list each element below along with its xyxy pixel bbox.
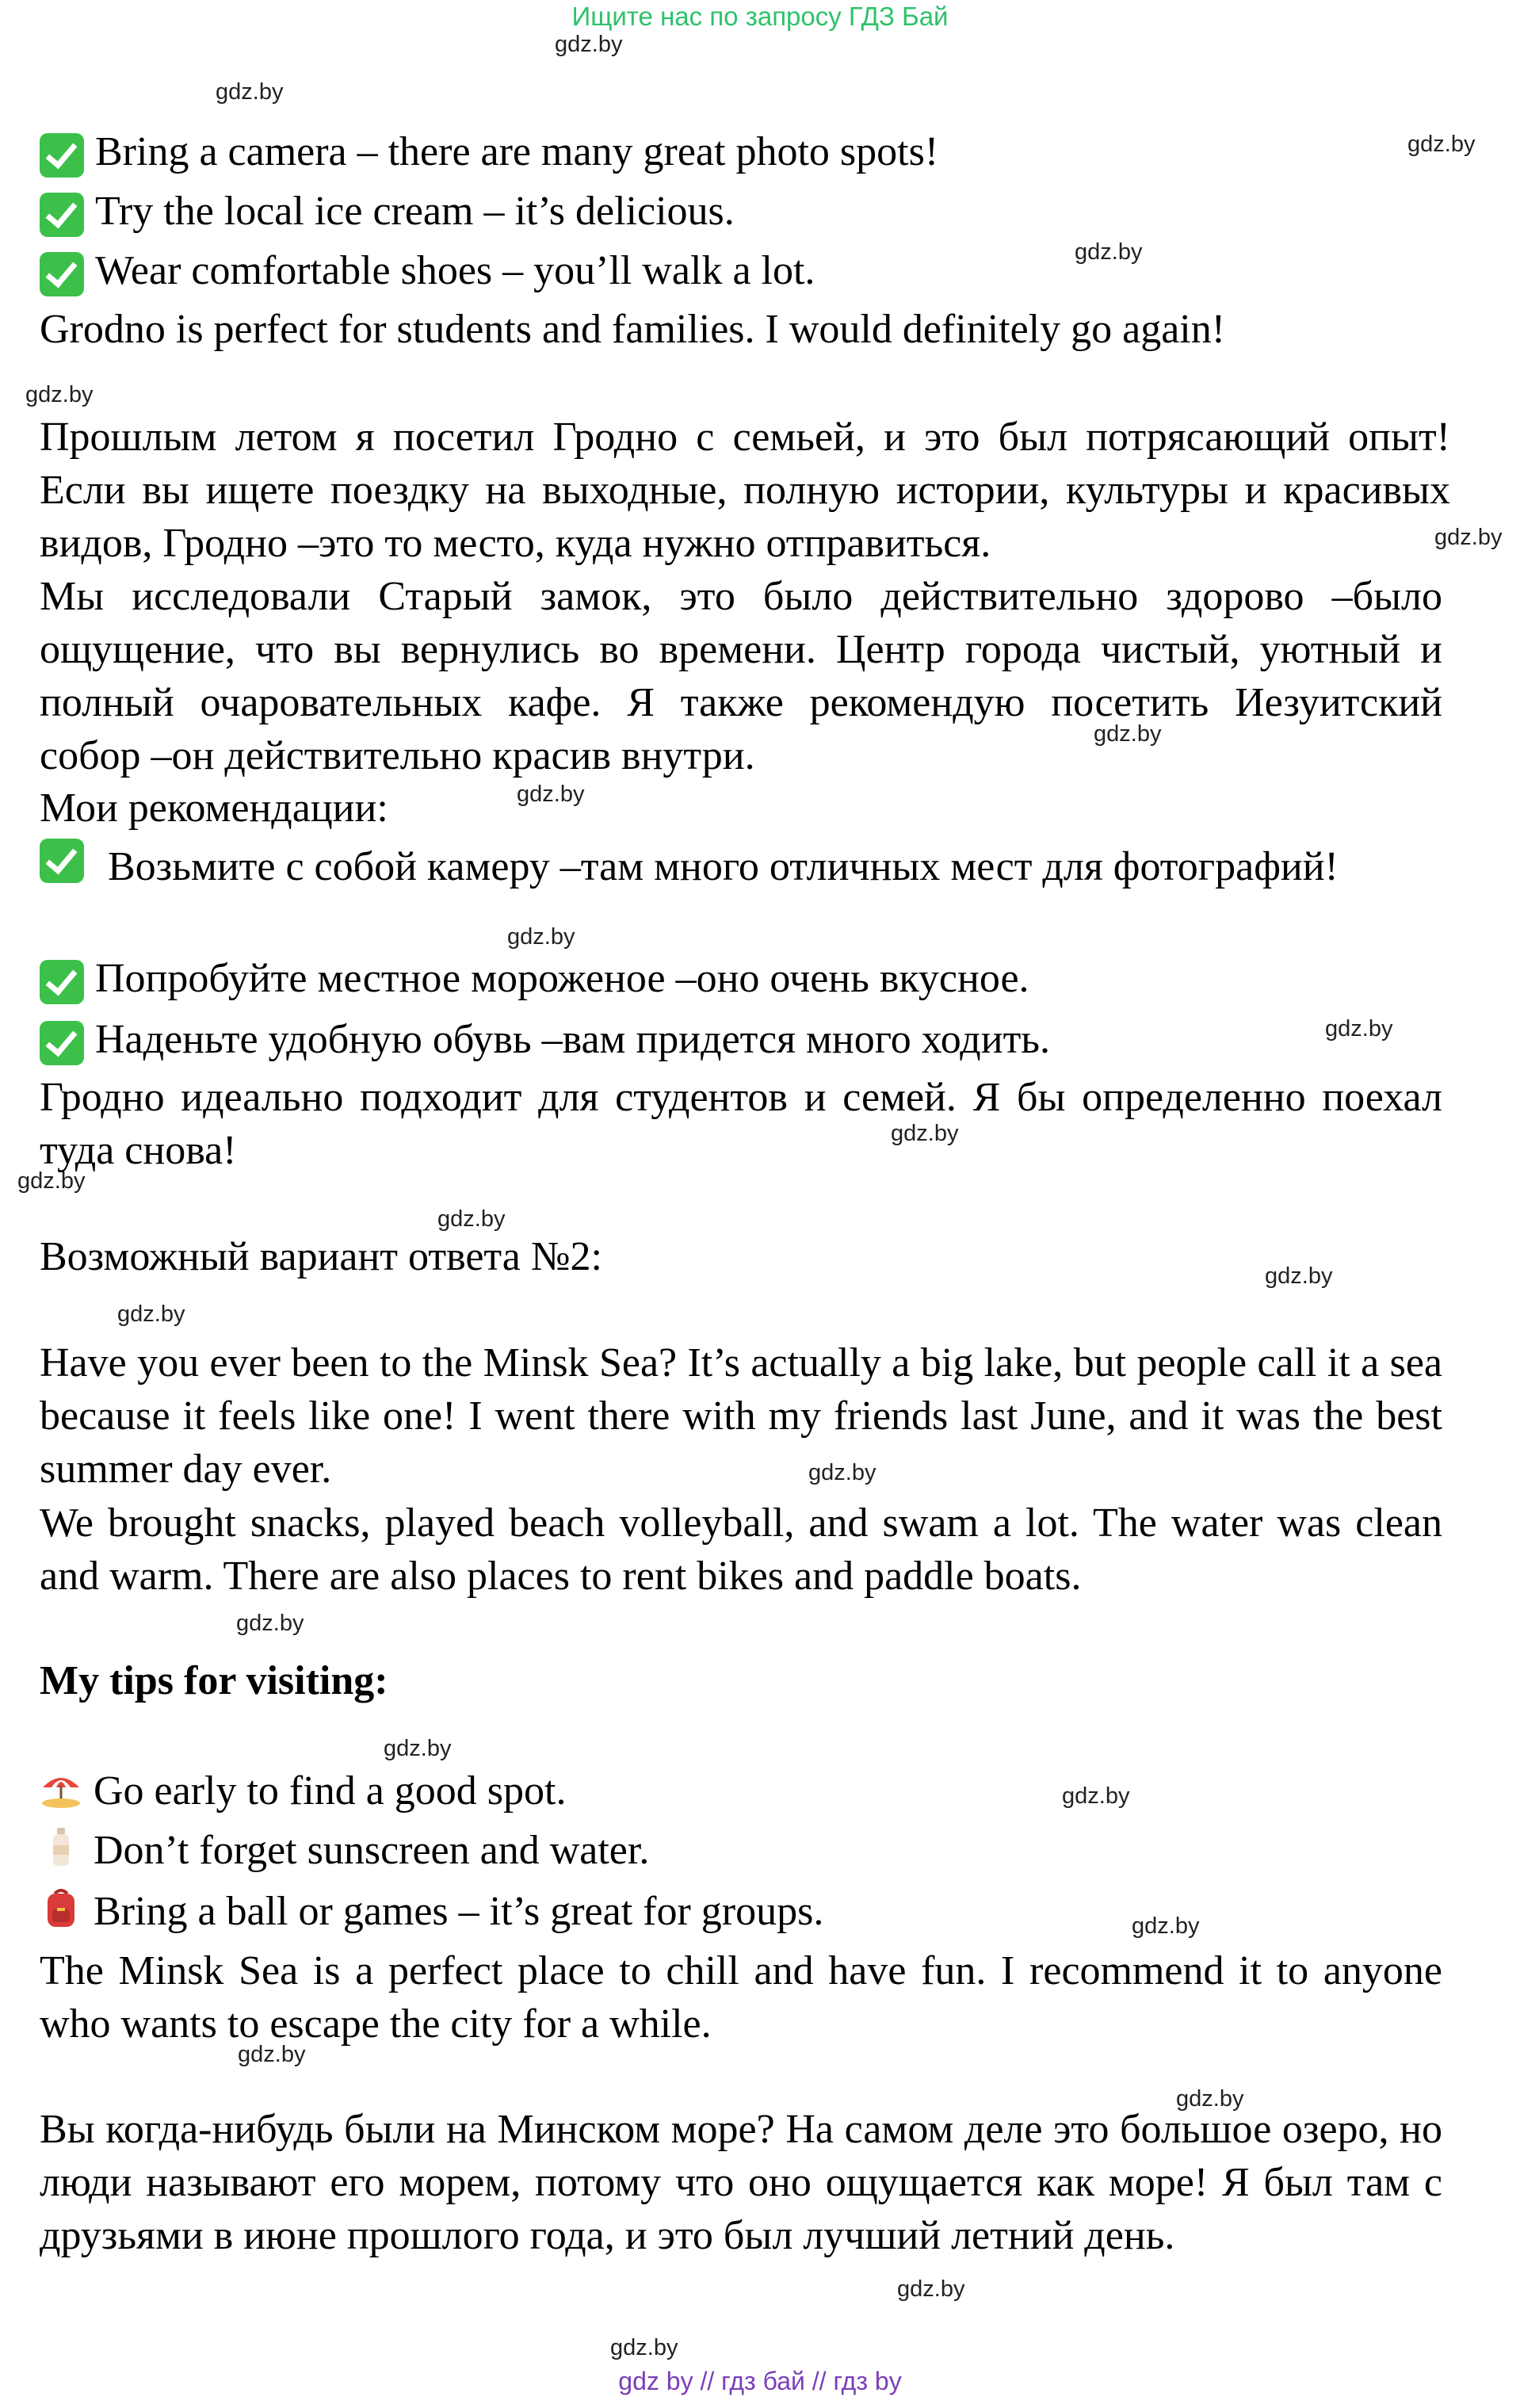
watermark: gdz.by [236,1611,304,1636]
check-mark-icon [40,193,84,237]
watermark: gdz.by [1075,239,1143,265]
watermark: gdz.by [1434,525,1503,550]
backpack-icon [40,1887,82,1944]
watermark: gdz.by [384,1736,452,1761]
watermark: gdz.by [1407,132,1476,157]
check-mark-icon [40,252,84,296]
watermark: gdz.by [897,2276,965,2302]
tip-item [40,1824,1442,1882]
tip-text: Наденьте удобную обувь –вам придется много ходить. [95,1017,1051,1062]
watermark: gdz.by [808,1460,876,1485]
watermark: gdz.by [437,1206,506,1232]
watermark: gdz.by [507,924,575,950]
russian-tips-heading: Мои рекомендации: [40,785,388,831]
english-conclusion-2: The Minsk Sea is a perfect place to chill and have fun. I recommend it to anyone who wants to escape the city for a while. [40,1948,1442,2047]
watermark: gdz.by [517,782,585,807]
tip-item [40,952,1442,1005]
watermark: gdz.by [216,79,284,105]
watermark: gdz.by [1265,1263,1333,1289]
watermark: gdz.by [1325,1016,1393,1042]
check-mark-icon [40,133,84,178]
watermark: gdz.by [1094,721,1162,747]
watermark: gdz.by [17,1168,86,1194]
tip-text: Try the local ice cream – it’s delicious. [95,189,735,234]
russian-paragraph: Прошлым летом я посетил Гродно с семьей, и это был потрясающий опыт! Если вы ищете поездку на выходные, полную истории, культуры и красивых видов, Гродно –это то место, куда нужно отправиться. [40,415,1450,566]
tip-text: Wear comfortable shoes – you’ll walk a lot. [95,248,815,293]
tip-item [40,125,1442,178]
tip-item [40,1885,1442,1944]
russian-paragraph-2: Мы исследовали Старый замок, это было действительно здорово –было ощущение, что вы вернулись во времени. Центр города чистый, уютный и полный очаровательных кафе. Я также рекомендую посетить Иезуитский собор –он действительно красив внутри. [40,574,1442,778]
tip-text: Don’t forget sunscreen and water. [94,1828,650,1873]
watermark: gdz.by [238,2042,306,2067]
tips-heading: My tips for visiting: [40,1658,388,1703]
tip-text: Bring a camera – there are many great photo spots! [95,129,939,174]
watermark: gdz.by [25,382,94,407]
tip-item [40,244,1442,297]
watermark: gdz.by [555,32,623,57]
header-search-link[interactable]: Ищите нас по запросу ГДЗ Бай [571,2,949,31]
check-mark-icon [40,960,84,1004]
watermark: gdz.by [891,1121,959,1146]
english-paragraph-1: Have you ever been to the Minsk Sea? It’s actually a big lake, but people call it a sea because it feels like one! I went there with my friends last June, and it was the best summer day ever. [40,1340,1442,1492]
russian-conclusion: Гродно идеально подходит для студентов и семей. Я бы определенно поехал туда снова! [40,1075,1442,1173]
english-paragraph-2: We brought snacks, played beach volleyball, and swam a lot. The water was clean and warm. There are also places to rent bikes and paddle boats. [40,1500,1442,1599]
lotion-bottle-icon [40,1826,82,1882]
tip-item [40,839,1442,893]
tip-text: Bring a ball or games – it’s great for groups. [94,1889,824,1934]
watermark: gdz.by [1132,1913,1200,1939]
tip-text: Go early to find a good spot. [94,1768,567,1814]
check-mark-icon [40,839,84,883]
watermark: gdz.by [117,1301,185,1327]
russian-paragraph-3: Вы когда-нибудь были на Минском море? На самом деле это большое озеро, но люди называют его морем, потому что оно ощущается как море! Я был там с друзьями в июне прошлого года, и это был лучший летний день. [40,2107,1442,2258]
watermark: gdz.by [1062,1783,1130,1809]
tip-text: Попробуйте местное мороженое –оно очень вкусное. [95,956,1029,1001]
footer-links[interactable]: gdz by // гдз бай // гдз by [618,2367,902,2395]
beach-umbrella-icon [40,1767,82,1823]
variant-2-title: Возможный вариант ответа №2: [40,1234,602,1279]
watermark: gdz.by [1176,2086,1244,2112]
tip-item [40,1013,1442,1066]
english-conclusion: Grodno is perfect for students and families. I would definitely go again! [40,307,1226,352]
tip-text: Возьмите с собой камеру –там много отличных мест для фотографий! [108,844,1339,889]
tip-item [40,185,1442,238]
tip-item [40,1764,1442,1823]
watermark: gdz.by [610,2335,678,2360]
check-mark-icon [40,1021,84,1065]
